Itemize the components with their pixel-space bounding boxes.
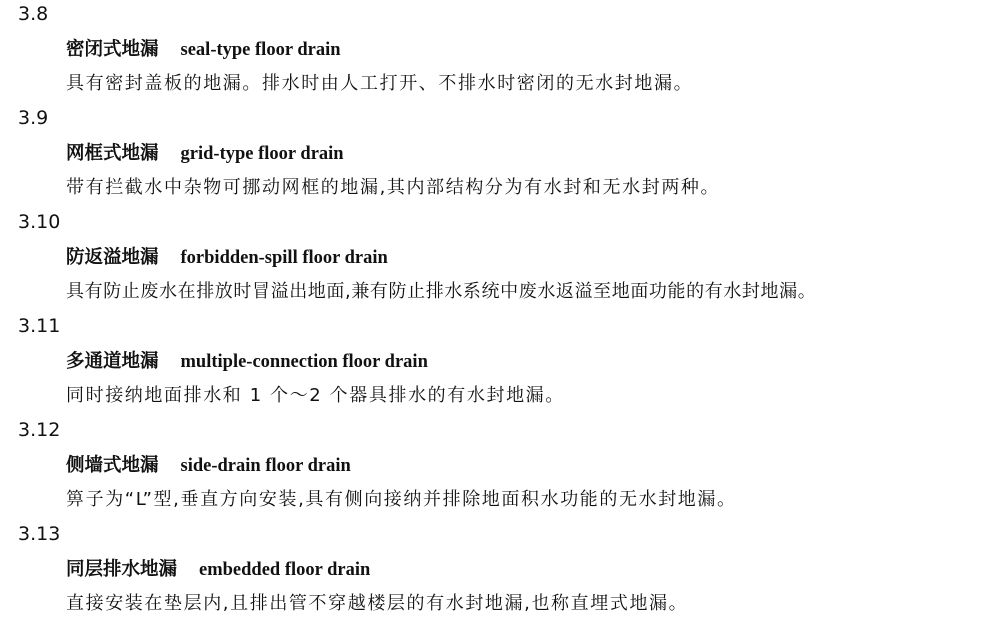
term-english: multiple-connection floor drain [180,352,428,372]
clause-number: 3.13 [18,523,61,545]
term-definition: 同时接纳地面排水和 1 个～2 个器具排水的有水封地漏。 [66,385,565,406]
term-english: side-drain floor drain [180,456,351,476]
term-heading [66,246,388,270]
clause-number: 3.11 [18,315,61,337]
term-chinese: 多通道地漏 [66,351,159,372]
term-definition: 带有拦截水中杂物可挪动网框的地漏,其内部结构分为有水封和无水封两种。 [66,177,721,198]
clause-number: 3.8 [18,3,49,25]
term-entry-3-11 [0,312,987,416]
term-entry-3-9 [0,104,987,208]
term-entry-3-12 [0,416,987,520]
term-chinese: 侧墙式地漏 [66,455,159,476]
term-english: seal-type floor drain [180,40,341,60]
term-chinese: 防返溢地漏 [66,247,159,268]
clause-number: 3.9 [18,107,49,129]
term-heading [66,38,341,62]
term-heading [66,142,344,166]
clause-number: 3.10 [18,211,61,233]
term-entry-3-13 [0,520,987,624]
term-chinese: 同层排水地漏 [66,559,178,580]
term-heading [66,350,428,374]
term-definition: 箅子为“L”型,垂直方向安装,具有侧向接纳并排除地面积水功能的无水封地漏。 [66,489,737,510]
term-definition: 直接安装在垫层内,且排出管不穿越楼层的有水封地漏,也称直埋式地漏。 [66,593,689,614]
term-heading [66,558,370,582]
term-entry-3-8 [0,0,987,104]
term-english: grid-type floor drain [180,144,344,164]
term-english: embedded floor drain [199,560,371,580]
term-chinese: 密闭式地漏 [66,39,159,60]
term-english: forbidden-spill floor drain [180,248,388,268]
term-definition: 具有密封盖板的地漏。排水时由人工打开、不排水时密闭的无水封地漏。 [66,73,694,94]
term-heading [66,454,351,478]
term-definition: 具有防止废水在排放时冒溢出地面,兼有防止排水系统中废水返溢至地面功能的有水封地漏。 [66,281,817,302]
clause-number: 3.12 [18,419,61,441]
term-entry-3-10 [0,208,987,312]
term-chinese: 网框式地漏 [66,143,159,164]
